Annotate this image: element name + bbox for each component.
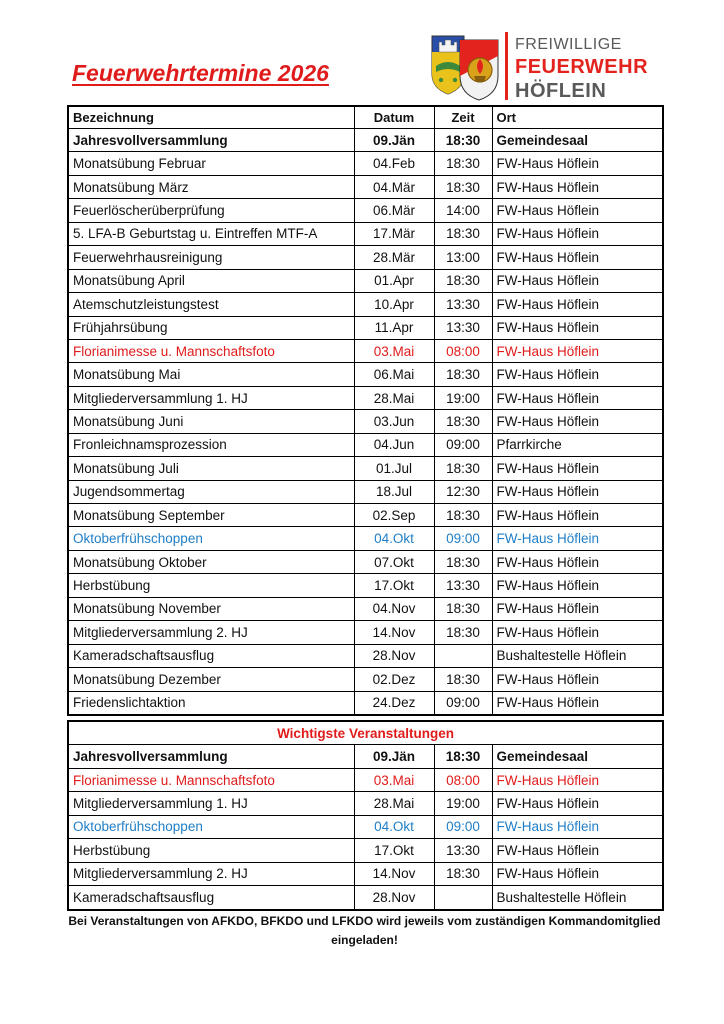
table-row <box>68 504 663 527</box>
event-place-cell: FW-Haus Höflein <box>492 363 663 386</box>
event-date-cell: 02.Dez <box>354 668 434 691</box>
coat-of-arms-icon <box>430 30 500 102</box>
event-date-cell: 03.Jun <box>354 410 434 433</box>
event-place-cell: FW-Haus Höflein <box>492 293 663 316</box>
event-name-cell: Florianimesse u. Mannschaftsfoto <box>68 768 354 791</box>
event-date-cell: 28.Nov <box>354 886 434 910</box>
event-time-cell: 08:00 <box>434 339 492 362</box>
event-date-cell: 03.Mai <box>354 768 434 791</box>
event-time-cell: 18:30 <box>434 152 492 175</box>
table-row <box>68 839 663 862</box>
table-row <box>68 433 663 456</box>
event-time-cell <box>434 886 492 910</box>
event-name-cell: Fronleichnamsprozession <box>68 433 354 456</box>
table-row <box>68 293 663 316</box>
event-date-cell: 11.Apr <box>354 316 434 339</box>
table-row <box>68 550 663 573</box>
event-time-cell: 18:30 <box>434 410 492 433</box>
event-place-cell: FW-Haus Höflein <box>492 269 663 292</box>
event-name-cell: Mitgliederversammlung 2. HJ <box>68 862 354 885</box>
event-time-cell: 18:30 <box>434 597 492 620</box>
event-place-cell: Gemeindesaal <box>492 129 663 152</box>
table-row <box>68 644 663 667</box>
event-name-cell: Monatsübung Dezember <box>68 668 354 691</box>
table-header-row <box>68 106 663 129</box>
event-name-cell: Monatsübung November <box>68 597 354 620</box>
event-date-cell: 28.Mai <box>354 386 434 409</box>
logo-line-feuerwehr: FEUERWEHR <box>515 56 649 78</box>
event-name-cell: Jugendsommertag <box>68 480 354 503</box>
event-place-cell: FW-Haus Höflein <box>492 815 663 838</box>
event-time-cell: 12:30 <box>434 480 492 503</box>
table-row <box>68 175 663 198</box>
table-row <box>68 457 663 480</box>
header-name: Bezeichnung <box>68 106 354 129</box>
event-place-cell: FW-Haus Höflein <box>492 839 663 862</box>
event-place-cell: Bushaltestelle Höflein <box>492 886 663 910</box>
event-place-cell: FW-Haus Höflein <box>492 246 663 269</box>
event-place-cell: FW-Haus Höflein <box>492 152 663 175</box>
footer-line-2: eingeladen! <box>331 933 398 947</box>
event-date-cell: 04.Jun <box>354 433 434 456</box>
logo-line-freiwillige: FREIWILLIGE <box>515 36 622 53</box>
event-name-cell: Monatsübung Februar <box>68 152 354 175</box>
table-row <box>68 527 663 550</box>
fire-brigade-logo <box>430 30 670 104</box>
event-time-cell: 18:30 <box>434 862 492 885</box>
table-row <box>68 199 663 222</box>
table-row <box>68 668 663 691</box>
event-name-cell: Monatsübung Juni <box>68 410 354 433</box>
table-row <box>68 363 663 386</box>
event-date-cell: 02.Sep <box>354 504 434 527</box>
event-date-cell: 01.Apr <box>354 269 434 292</box>
event-time-cell: 13:30 <box>434 293 492 316</box>
table-row <box>68 269 663 292</box>
event-place-cell: FW-Haus Höflein <box>492 691 663 715</box>
header-date: Datum <box>354 106 434 129</box>
table-row <box>68 745 663 768</box>
event-time-cell: 18:30 <box>434 269 492 292</box>
event-time-cell: 09:00 <box>434 433 492 456</box>
event-name-cell: Monatsübung September <box>68 504 354 527</box>
event-time-cell: 09:00 <box>434 527 492 550</box>
event-date-cell: 17.Okt <box>354 839 434 862</box>
event-time-cell: 18:30 <box>434 550 492 573</box>
footer-line-1: Bei Veranstaltungen von AFKDO, BFKDO und LFKDO wird jeweils vom zuständigen Kommandomitglied <box>68 914 661 928</box>
event-place-cell: FW-Haus Höflein <box>492 199 663 222</box>
logo-line-hoeflein: HÖFLEIN <box>515 80 607 102</box>
table-row <box>68 129 663 152</box>
event-date-cell: 28.Mai <box>354 792 434 815</box>
table-row <box>68 792 663 815</box>
event-time-cell: 18:30 <box>434 504 492 527</box>
event-time-cell: 18:30 <box>434 175 492 198</box>
event-date-cell: 18.Jul <box>354 480 434 503</box>
event-date-cell: 04.Mär <box>354 175 434 198</box>
event-date-cell: 04.Okt <box>354 527 434 550</box>
table-row <box>68 152 663 175</box>
event-name-cell: 5. LFA-B Geburtstag u. Eintreffen MTF-A <box>68 222 354 245</box>
event-time-cell: 13:30 <box>434 839 492 862</box>
highlights-heading-row <box>68 721 663 745</box>
table-row <box>68 222 663 245</box>
event-place-cell: FW-Haus Höflein <box>492 410 663 433</box>
event-name-cell: Mitgliederversammlung 2. HJ <box>68 621 354 644</box>
event-name-cell: Feuerlöscherüberprüfung <box>68 199 354 222</box>
event-name-cell: Oktoberfrühschoppen <box>68 815 354 838</box>
event-place-cell: FW-Haus Höflein <box>492 175 663 198</box>
event-name-cell: Monatsübung April <box>68 269 354 292</box>
event-date-cell: 04.Okt <box>354 815 434 838</box>
event-time-cell: 18:30 <box>434 363 492 386</box>
event-place-cell: FW-Haus Höflein <box>492 574 663 597</box>
event-place-cell: FW-Haus Höflein <box>492 457 663 480</box>
event-date-cell: 10.Apr <box>354 293 434 316</box>
table-row <box>68 386 663 409</box>
event-time-cell: 18:30 <box>434 222 492 245</box>
table-row <box>68 339 663 362</box>
event-date-cell: 14.Nov <box>354 621 434 644</box>
event-date-cell: 06.Mär <box>354 199 434 222</box>
event-time-cell: 09:00 <box>434 691 492 715</box>
event-place-cell: FW-Haus Höflein <box>492 386 663 409</box>
table-row <box>68 691 663 715</box>
event-time-cell <box>434 644 492 667</box>
event-name-cell: Atemschutzleistungstest <box>68 293 354 316</box>
event-date-cell: 17.Okt <box>354 574 434 597</box>
event-name-cell: Monatsübung Juli <box>68 457 354 480</box>
event-name-cell: Mitgliederversammlung 1. HJ <box>68 386 354 409</box>
table-row <box>68 597 663 620</box>
event-name-cell: Monatsübung Mai <box>68 363 354 386</box>
event-date-cell: 09.Jän <box>354 745 434 768</box>
event-date-cell: 04.Feb <box>354 152 434 175</box>
event-time-cell: 18:30 <box>434 668 492 691</box>
event-place-cell: FW-Haus Höflein <box>492 862 663 885</box>
event-name-cell: Herbstübung <box>68 839 354 862</box>
table-row <box>68 862 663 885</box>
event-place-cell: FW-Haus Höflein <box>492 504 663 527</box>
event-place-cell: FW-Haus Höflein <box>492 339 663 362</box>
event-place-cell: Gemeindesaal <box>492 745 663 768</box>
event-time-cell: 13:00 <box>434 246 492 269</box>
event-date-cell: 03.Mai <box>354 339 434 362</box>
event-place-cell: FW-Haus Höflein <box>492 550 663 573</box>
table-row <box>68 574 663 597</box>
event-time-cell: 18:30 <box>434 129 492 152</box>
event-name-cell: Feuerwehrhausreinigung <box>68 246 354 269</box>
event-place-cell: FW-Haus Höflein <box>492 768 663 791</box>
event-date-cell: 04.Nov <box>354 597 434 620</box>
event-date-cell: 24.Dez <box>354 691 434 715</box>
event-date-cell: 07.Okt <box>354 550 434 573</box>
event-time-cell: 08:00 <box>434 768 492 791</box>
event-place-cell: FW-Haus Höflein <box>492 621 663 644</box>
events-table <box>67 105 664 716</box>
event-name-cell: Kameradschaftsausflug <box>68 644 354 667</box>
event-place-cell: FW-Haus Höflein <box>492 222 663 245</box>
event-place-cell: FW-Haus Höflein <box>492 480 663 503</box>
event-name-cell: Florianimesse u. Mannschaftsfoto <box>68 339 354 362</box>
event-time-cell: 18:30 <box>434 745 492 768</box>
event-date-cell: 17.Mär <box>354 222 434 245</box>
highlights-table <box>67 720 664 911</box>
event-time-cell: 18:30 <box>434 621 492 644</box>
event-date-cell: 06.Mai <box>354 363 434 386</box>
table-row <box>68 768 663 791</box>
event-time-cell: 19:00 <box>434 386 492 409</box>
event-name-cell: Herbstübung <box>68 574 354 597</box>
event-time-cell: 18:30 <box>434 457 492 480</box>
table-row <box>68 410 663 433</box>
event-place-cell: FW-Haus Höflein <box>492 527 663 550</box>
event-name-cell: Mitgliederversammlung 1. HJ <box>68 792 354 815</box>
event-time-cell: 13:30 <box>434 574 492 597</box>
header-place: Ort <box>492 106 663 129</box>
table-row <box>68 886 663 910</box>
event-place-cell: Pfarrkirche <box>492 433 663 456</box>
header-time: Zeit <box>434 106 492 129</box>
event-place-cell: FW-Haus Höflein <box>492 597 663 620</box>
event-place-cell: FW-Haus Höflein <box>492 668 663 691</box>
event-date-cell: 09.Jän <box>354 129 434 152</box>
event-time-cell: 19:00 <box>434 792 492 815</box>
event-name-cell: Monatsübung März <box>68 175 354 198</box>
table-row <box>68 815 663 838</box>
event-name-cell: Friedenslichtaktion <box>68 691 354 715</box>
event-name-cell: Monatsübung Oktober <box>68 550 354 573</box>
event-name-cell: Jahresvollversammlung <box>68 129 354 152</box>
event-name-cell: Kameradschaftsausflug <box>68 886 354 910</box>
event-place-cell: Bushaltestelle Höflein <box>492 644 663 667</box>
event-name-cell: Jahresvollversammlung <box>68 745 354 768</box>
event-name-cell: Oktoberfrühschoppen <box>68 527 354 550</box>
table-row <box>68 621 663 644</box>
event-time-cell: 13:30 <box>434 316 492 339</box>
table-row <box>68 316 663 339</box>
page-title: Feuerwehrtermine 2026 <box>72 60 329 86</box>
event-time-cell: 14:00 <box>434 199 492 222</box>
event-date-cell: 28.Nov <box>354 644 434 667</box>
table-row <box>68 480 663 503</box>
event-time-cell: 09:00 <box>434 815 492 838</box>
highlights-heading: Wichtigste Veranstaltungen <box>68 721 663 745</box>
event-date-cell: 14.Nov <box>354 862 434 885</box>
event-place-cell: FW-Haus Höflein <box>492 316 663 339</box>
table-row <box>68 246 663 269</box>
event-place-cell: FW-Haus Höflein <box>492 792 663 815</box>
event-name-cell: Frühjahrsübung <box>68 316 354 339</box>
event-date-cell: 01.Jul <box>354 457 434 480</box>
event-date-cell: 28.Mär <box>354 246 434 269</box>
footer-note <box>67 912 662 950</box>
